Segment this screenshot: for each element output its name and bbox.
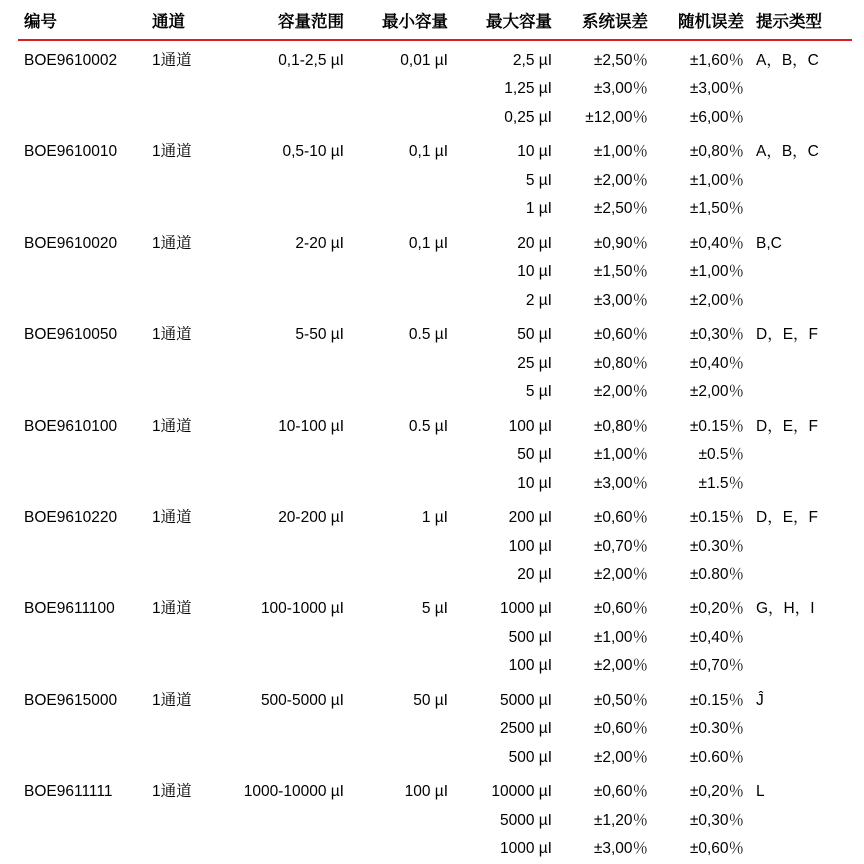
cell-channel (146, 652, 218, 680)
cell-range (218, 441, 350, 469)
header-code: 编号 (24, 13, 57, 31)
cell-range (218, 652, 350, 680)
cell-min-volume (350, 104, 454, 132)
cell-hint-type: B,C (756, 234, 782, 252)
cell-max-volume: 50 µI (517, 326, 552, 344)
cell-range (218, 167, 350, 195)
cell-random-error: ±0.80％ (689, 565, 744, 583)
table-row (18, 167, 852, 195)
cell-hint-type (750, 350, 852, 378)
cell-code (18, 441, 146, 469)
cell-code (18, 652, 146, 680)
cell-systematic-error: ±0,60％ (593, 509, 648, 527)
cell-range (218, 470, 350, 498)
cell-random-error: ±1.5％ (698, 474, 744, 492)
table-row (18, 287, 852, 315)
cell-min-volume (350, 167, 454, 195)
table-row (18, 40, 852, 75)
cell-random-error: ±1,60％ (689, 52, 744, 69)
cell-random-error: ±0.5％ (698, 446, 744, 464)
cell-min-volume (350, 350, 454, 378)
cell-systematic-error: ±0,80％ (593, 417, 648, 435)
table-row (18, 807, 852, 835)
cell-max-volume: 2500 µI (499, 720, 552, 738)
table-row (18, 498, 852, 532)
cell-random-error: ±0,40％ (689, 234, 744, 252)
cell-range (218, 533, 350, 561)
cell-code (18, 104, 146, 132)
cell-random-error: ±2,00％ (689, 383, 744, 401)
cell-hint-type (750, 835, 852, 863)
cell-code (18, 624, 146, 652)
cell-code (18, 807, 146, 835)
cell-systematic-error: ±0,50％ (593, 691, 648, 709)
cell-systematic-error: ±1,00％ (593, 628, 648, 646)
cell-min-volume: 5 µI (421, 600, 448, 618)
cell-random-error: ±0.30％ (689, 720, 744, 738)
cell-channel (146, 378, 218, 406)
cell-channel: 1通道 (152, 600, 192, 618)
cell-random-error: ±0,70％ (689, 657, 744, 675)
cell-max-volume: 50 µI (517, 446, 552, 464)
cell-channel: 1通道 (152, 143, 192, 161)
table-row (18, 715, 852, 743)
cell-hint-type (750, 104, 852, 132)
cell-channel (146, 835, 218, 863)
cell-max-volume: 5 µI (525, 383, 552, 401)
cell-channel (146, 287, 218, 315)
cell-range (218, 350, 350, 378)
table-row (18, 533, 852, 561)
cell-channel: 1通道 (152, 326, 192, 344)
cell-channel (146, 441, 218, 469)
cell-range (218, 807, 350, 835)
cell-max-volume: 10000 µI (491, 783, 552, 801)
cell-code (18, 835, 146, 863)
cell-code (18, 75, 146, 103)
pipette-spec-table (18, 6, 852, 864)
cell-min-volume (350, 75, 454, 103)
cell-range (218, 287, 350, 315)
cell-channel (146, 258, 218, 286)
cell-systematic-error: ±1,00％ (593, 446, 648, 464)
cell-channel (146, 715, 218, 743)
cell-systematic-error: ±2,50％ (593, 52, 648, 69)
header-systematic-error: 系统误差 (582, 13, 648, 31)
cell-min-volume (350, 744, 454, 772)
cell-random-error: ±0.15％ (689, 509, 744, 527)
cell-systematic-error: ±0,70％ (593, 537, 648, 555)
table-row (18, 315, 852, 349)
cell-min-volume: 0.5 µI (408, 417, 448, 435)
cell-systematic-error: ±3,00％ (593, 291, 648, 309)
cell-code: BOE9610220 (24, 509, 118, 527)
cell-min-volume: 0.5 µI (408, 326, 448, 344)
cell-systematic-error: ±0,60％ (593, 783, 648, 801)
table-row (18, 195, 852, 223)
cell-random-error: ±0,60％ (689, 840, 744, 858)
cell-random-error: ±1,00％ (689, 263, 744, 281)
table-row (18, 224, 852, 258)
cell-max-volume: 2,5 µI (512, 52, 552, 69)
cell-random-error: ±1,00％ (689, 171, 744, 189)
cell-code (18, 378, 146, 406)
cell-min-volume (350, 715, 454, 743)
cell-min-volume (350, 561, 454, 589)
header-max: 最大容量 (486, 13, 552, 31)
cell-code (18, 167, 146, 195)
cell-channel (146, 75, 218, 103)
cell-min-volume (350, 378, 454, 406)
cell-max-volume: 1 µI (525, 200, 552, 218)
cell-max-volume: 100 µI (508, 537, 552, 555)
cell-systematic-error: ±2,00％ (593, 748, 648, 766)
cell-systematic-error: ±3,00％ (593, 840, 648, 858)
cell-random-error: ±0,30％ (689, 326, 744, 344)
cell-hint-type (750, 652, 852, 680)
cell-max-volume: 10 µI (517, 474, 552, 492)
cell-systematic-error: ±0,60％ (593, 600, 648, 618)
cell-max-volume: 100 µI (508, 657, 552, 675)
cell-random-error: ±1,50％ (689, 200, 744, 218)
cell-max-volume: 25 µI (517, 354, 552, 372)
cell-channel (146, 195, 218, 223)
cell-hint-type (750, 715, 852, 743)
cell-channel (146, 807, 218, 835)
cell-hint-type: Ĵ (756, 691, 764, 709)
cell-range (218, 715, 350, 743)
cell-max-volume: 1000 µI (499, 840, 552, 858)
cell-max-volume: 500 µI (508, 748, 552, 766)
cell-hint-type: D，E，F (756, 417, 819, 435)
table-row (18, 104, 852, 132)
cell-random-error: ±0,20％ (689, 783, 744, 801)
cell-systematic-error: ±3,00％ (593, 474, 648, 492)
cell-min-volume (350, 287, 454, 315)
cell-code (18, 195, 146, 223)
cell-channel: 1通道 (152, 52, 192, 69)
cell-channel: 1通道 (152, 509, 192, 527)
cell-channel (146, 533, 218, 561)
cell-hint-type (750, 441, 852, 469)
cell-code: BOE9610050 (24, 326, 118, 344)
cell-hint-type (750, 287, 852, 315)
cell-random-error: ±0.30％ (689, 537, 744, 555)
cell-channel: 1通道 (152, 417, 192, 435)
cell-min-volume (350, 835, 454, 863)
cell-hint-type (750, 258, 852, 286)
cell-code: BOE9615000 (24, 691, 118, 709)
cell-max-volume: 10 µI (517, 263, 552, 281)
cell-min-volume (350, 195, 454, 223)
header-channel: 通道 (152, 13, 185, 31)
cell-random-error: ±3,00％ (689, 80, 744, 98)
cell-max-volume: 5 µI (525, 171, 552, 189)
cell-min-volume: 1 µI (421, 509, 448, 527)
table-row (18, 350, 852, 378)
cell-min-volume (350, 652, 454, 680)
cell-hint-type (750, 195, 852, 223)
cell-range: 0,1-2,5 µI (278, 52, 344, 69)
cell-range (218, 561, 350, 589)
cell-channel: 1通道 (152, 234, 192, 252)
cell-max-volume: 500 µI (508, 628, 552, 646)
cell-max-volume: 2 µI (525, 291, 552, 309)
cell-random-error: ±0.15％ (689, 417, 744, 435)
cell-code (18, 715, 146, 743)
cell-code (18, 287, 146, 315)
cell-max-volume: 1,25 µI (504, 80, 552, 98)
cell-systematic-error: ±2,50％ (593, 200, 648, 218)
cell-min-volume (350, 441, 454, 469)
cell-max-volume: 10 µI (517, 143, 552, 161)
cell-min-volume: 0,1 µI (408, 234, 448, 252)
cell-channel (146, 167, 218, 195)
cell-code: BOE9610010 (24, 143, 118, 161)
cell-hint-type: A，B，C (756, 52, 819, 69)
table-row (18, 652, 852, 680)
cell-systematic-error: ±2,00％ (593, 565, 648, 583)
cell-range (218, 104, 350, 132)
cell-systematic-error: ±2,00％ (593, 383, 648, 401)
header-min: 最小容量 (382, 13, 448, 31)
table-row (18, 681, 852, 715)
cell-random-error: ±0,40％ (689, 628, 744, 646)
cell-range (218, 378, 350, 406)
table-body (18, 40, 852, 864)
cell-code: BOE9610020 (24, 234, 118, 252)
table-row (18, 407, 852, 441)
cell-range: 0,5-10 µI (282, 143, 344, 161)
cell-hint-type: L (756, 783, 765, 801)
cell-channel (146, 561, 218, 589)
cell-hint-type (750, 744, 852, 772)
header-random-error: 随机误差 (678, 13, 744, 31)
cell-systematic-error: ±2,00％ (593, 171, 648, 189)
table-header (18, 6, 852, 40)
cell-code: BOE9610002 (24, 52, 118, 69)
cell-random-error: ±0.15％ (689, 691, 744, 709)
table-row (18, 772, 852, 806)
cell-code (18, 350, 146, 378)
table-row (18, 132, 852, 166)
cell-channel (146, 470, 218, 498)
header-range: 容量范围 (278, 13, 344, 31)
table-row (18, 470, 852, 498)
cell-random-error: ±6,00％ (689, 108, 744, 126)
table-row (18, 561, 852, 589)
cell-random-error: ±0,40％ (689, 354, 744, 372)
cell-max-volume: 5000 µI (499, 811, 552, 829)
cell-code: BOE9611100 (24, 600, 115, 618)
cell-random-error: ±0,30％ (689, 811, 744, 829)
cell-max-volume: 100 µI (508, 417, 552, 435)
cell-min-volume (350, 258, 454, 286)
cell-range (218, 835, 350, 863)
cell-hint-type: A，B，C (756, 143, 819, 161)
table-row (18, 835, 852, 863)
cell-random-error: ±0,20％ (689, 600, 744, 618)
cell-channel (146, 104, 218, 132)
table-row (18, 441, 852, 469)
cell-systematic-error: ±0,60％ (593, 720, 648, 738)
cell-min-volume: 50 µI (413, 691, 448, 709)
cell-hint-type (750, 167, 852, 195)
cell-random-error: ±2,00％ (689, 291, 744, 309)
cell-hint-type (750, 807, 852, 835)
cell-range (218, 75, 350, 103)
cell-hint-type: G，H，I (756, 600, 815, 618)
cell-max-volume: 20 µI (517, 565, 552, 583)
cell-hint-type (750, 75, 852, 103)
cell-systematic-error: ±3,00％ (593, 80, 648, 98)
cell-code (18, 744, 146, 772)
header-row (18, 6, 852, 40)
cell-range (218, 624, 350, 652)
cell-code (18, 533, 146, 561)
cell-max-volume: 5000 µI (499, 691, 552, 709)
cell-min-volume (350, 470, 454, 498)
cell-max-volume: 0,25 µI (504, 108, 552, 126)
cell-channel: 1通道 (152, 783, 192, 801)
table-row (18, 624, 852, 652)
cell-hint-type: D，E，F (756, 509, 819, 527)
cell-channel: 1通道 (152, 691, 192, 709)
cell-range: 1000-10000 µI (243, 783, 344, 801)
cell-hint-type: D，E，F (756, 326, 819, 344)
cell-systematic-error: ±0,90％ (593, 234, 648, 252)
cell-min-volume (350, 624, 454, 652)
cell-systematic-error: ±2,00％ (593, 657, 648, 675)
cell-channel (146, 624, 218, 652)
cell-code (18, 258, 146, 286)
cell-hint-type (750, 561, 852, 589)
table-row (18, 258, 852, 286)
cell-code: BOE9610100 (24, 417, 118, 435)
cell-range: 500-5000 µI (260, 691, 344, 709)
cell-range (218, 258, 350, 286)
cell-systematic-error: ±0,60％ (593, 326, 648, 344)
cell-systematic-error: ±1,00％ (593, 143, 648, 161)
cell-hint-type (750, 378, 852, 406)
cell-hint-type (750, 624, 852, 652)
cell-range (218, 744, 350, 772)
table-row (18, 75, 852, 103)
cell-channel (146, 350, 218, 378)
cell-range: 2-20 µI (295, 234, 344, 252)
table-row (18, 744, 852, 772)
cell-code (18, 470, 146, 498)
cell-systematic-error: ±1,20％ (593, 811, 648, 829)
cell-range: 100-1000 µI (260, 600, 344, 618)
cell-code (18, 561, 146, 589)
cell-code: BOE9611111 (24, 783, 113, 801)
cell-channel (146, 744, 218, 772)
cell-max-volume: 1000 µI (499, 600, 552, 618)
cell-hint-type (750, 470, 852, 498)
header-hint-type: 提示类型 (756, 13, 822, 31)
cell-range: 5-50 µI (295, 326, 344, 344)
table-row (18, 378, 852, 406)
cell-min-volume: 0,1 µI (408, 143, 448, 161)
cell-min-volume (350, 807, 454, 835)
cell-range: 20-200 µI (278, 509, 344, 527)
cell-min-volume: 0,01 µI (400, 52, 448, 69)
cell-systematic-error: ±1,50％ (593, 263, 648, 281)
cell-min-volume (350, 533, 454, 561)
cell-max-volume: 200 µI (508, 509, 552, 527)
cell-range (218, 195, 350, 223)
cell-random-error: ±0.60％ (689, 748, 744, 766)
cell-min-volume: 100 µI (404, 783, 448, 801)
cell-max-volume: 20 µI (517, 234, 552, 252)
cell-systematic-error: ±0,80％ (593, 354, 648, 372)
cell-systematic-error: ±12,00％ (585, 108, 648, 126)
cell-hint-type (750, 533, 852, 561)
cell-random-error: ±0,80％ (689, 143, 744, 161)
table-row (18, 589, 852, 623)
cell-range: 10-100 µI (278, 417, 344, 435)
